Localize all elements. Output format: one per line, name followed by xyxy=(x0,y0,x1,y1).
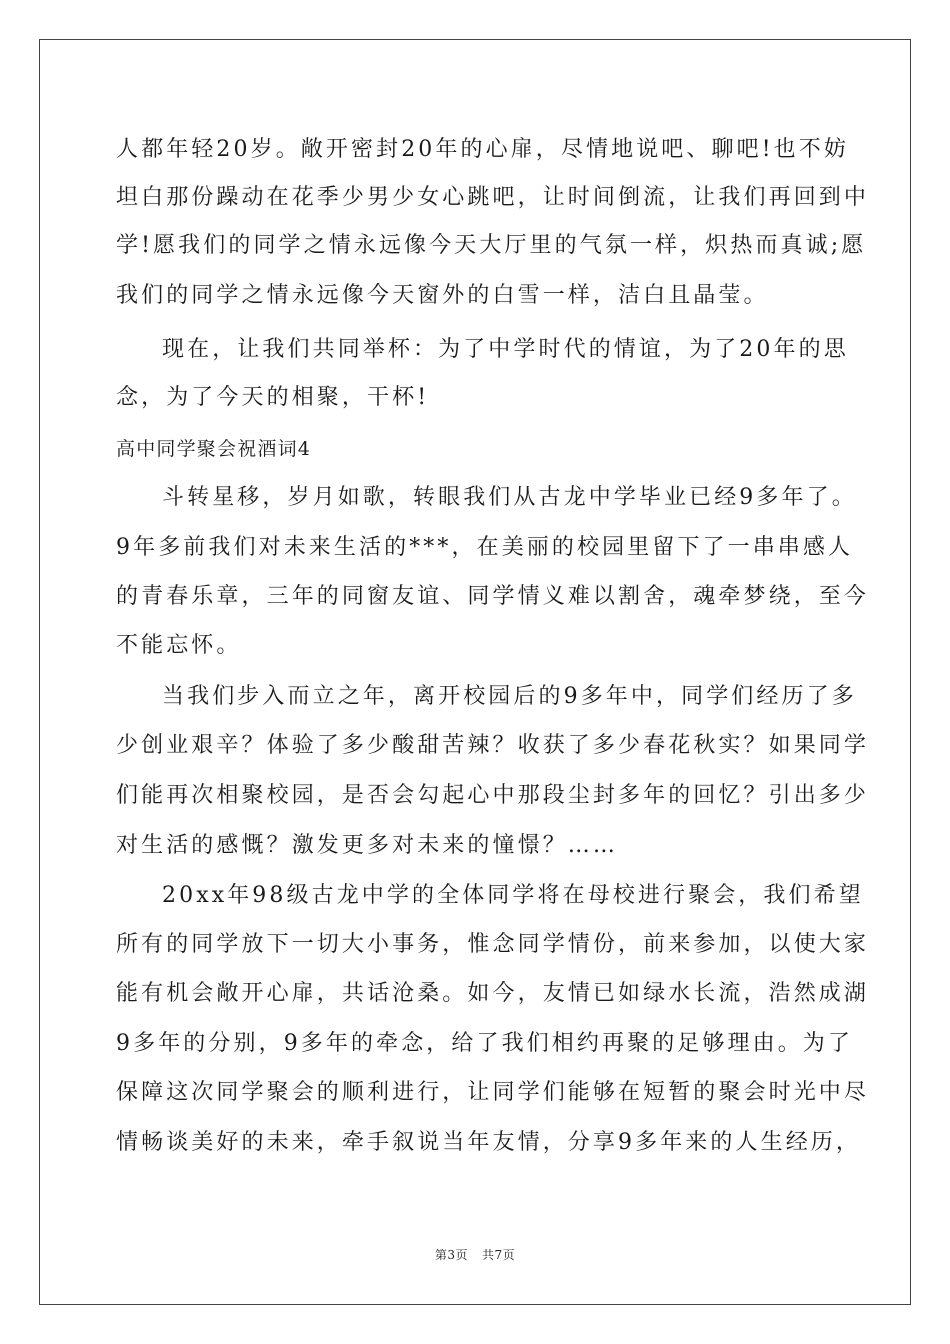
text-line: 斗转星移，岁月如歌，转眼我们从古龙中学毕业已经9多年了。 xyxy=(162,485,857,510)
text-line: 20xx年98级古龙中学的全体同学将在母校进行聚会，我们希望 xyxy=(162,883,864,908)
page-border xyxy=(39,39,911,1305)
section-heading: 高中同学聚会祝酒词4 xyxy=(116,438,312,460)
text-line: 情畅谈美好的未来，牵手叙说当年友情，分享9多年来的人生经历， xyxy=(116,1130,861,1155)
text-line: 学!愿我们的同学之情永远像今天大厅里的气氛一样，炽热而真诚;愿 xyxy=(116,233,867,258)
text-line: 的青春乐章，三年的同窗友谊、同学情义难以割舍，魂牵梦绕，至今 xyxy=(116,584,870,609)
text-line: 不能忘怀。 xyxy=(116,633,242,658)
text-line: 所有的同学放下一切大小事务，惟念同学情份，前来参加，以使大家 xyxy=(116,932,870,957)
text-line: 坦白那份躁动在花季少男少女心跳吧，让时间倒流，让我们再回到中 xyxy=(116,185,870,210)
text-line: 念，为了今天的相聚，干杯! xyxy=(116,385,430,410)
page-number: 第3页 xyxy=(434,1248,468,1262)
text-line: 对生活的感慨？激发更多对未来的憧憬？…… xyxy=(116,833,619,858)
text-line: 9年多前我们对未来生活的***，在美丽的校园里留下了一串串感人 xyxy=(116,535,854,560)
text-line: 人都年轻20岁。敞开密封20年的心扉，尽情地说吧、聊吧!也不妨 xyxy=(116,137,849,162)
text-line: 现在，让我们共同举杯：为了中学时代的情谊，为了20年的思 xyxy=(162,337,849,362)
page-footer xyxy=(0,1248,950,1262)
text-line: 9多年的分别，9多年的牵念，给了我们相约再聚的足够理由。为了 xyxy=(116,1031,853,1056)
text-line: 少创业艰辛？体验了多少酸甜苦辣？收获了多少春花秋实？如果同学 xyxy=(116,733,870,758)
text-line: 我们的同学之情永远像今天窗外的白雪一样，洁白且晶莹。 xyxy=(116,283,769,308)
text-line: 能有机会敞开心扉，共话沧桑。如今，友情已如绿水长流，浩然成湖 xyxy=(116,981,870,1006)
text-line: 们能再次相聚校园，是否会勾起心中那段尘封多年的回忆？引出多少 xyxy=(116,783,870,808)
page-total: 共7页 xyxy=(482,1248,516,1262)
text-line: 当我们步入而立之年，离开校园后的9多年中，同学们经历了多 xyxy=(162,684,857,709)
text-line: 保障这次同学聚会的顺利进行，让同学们能够在短暂的聚会时光中尽 xyxy=(116,1080,870,1105)
